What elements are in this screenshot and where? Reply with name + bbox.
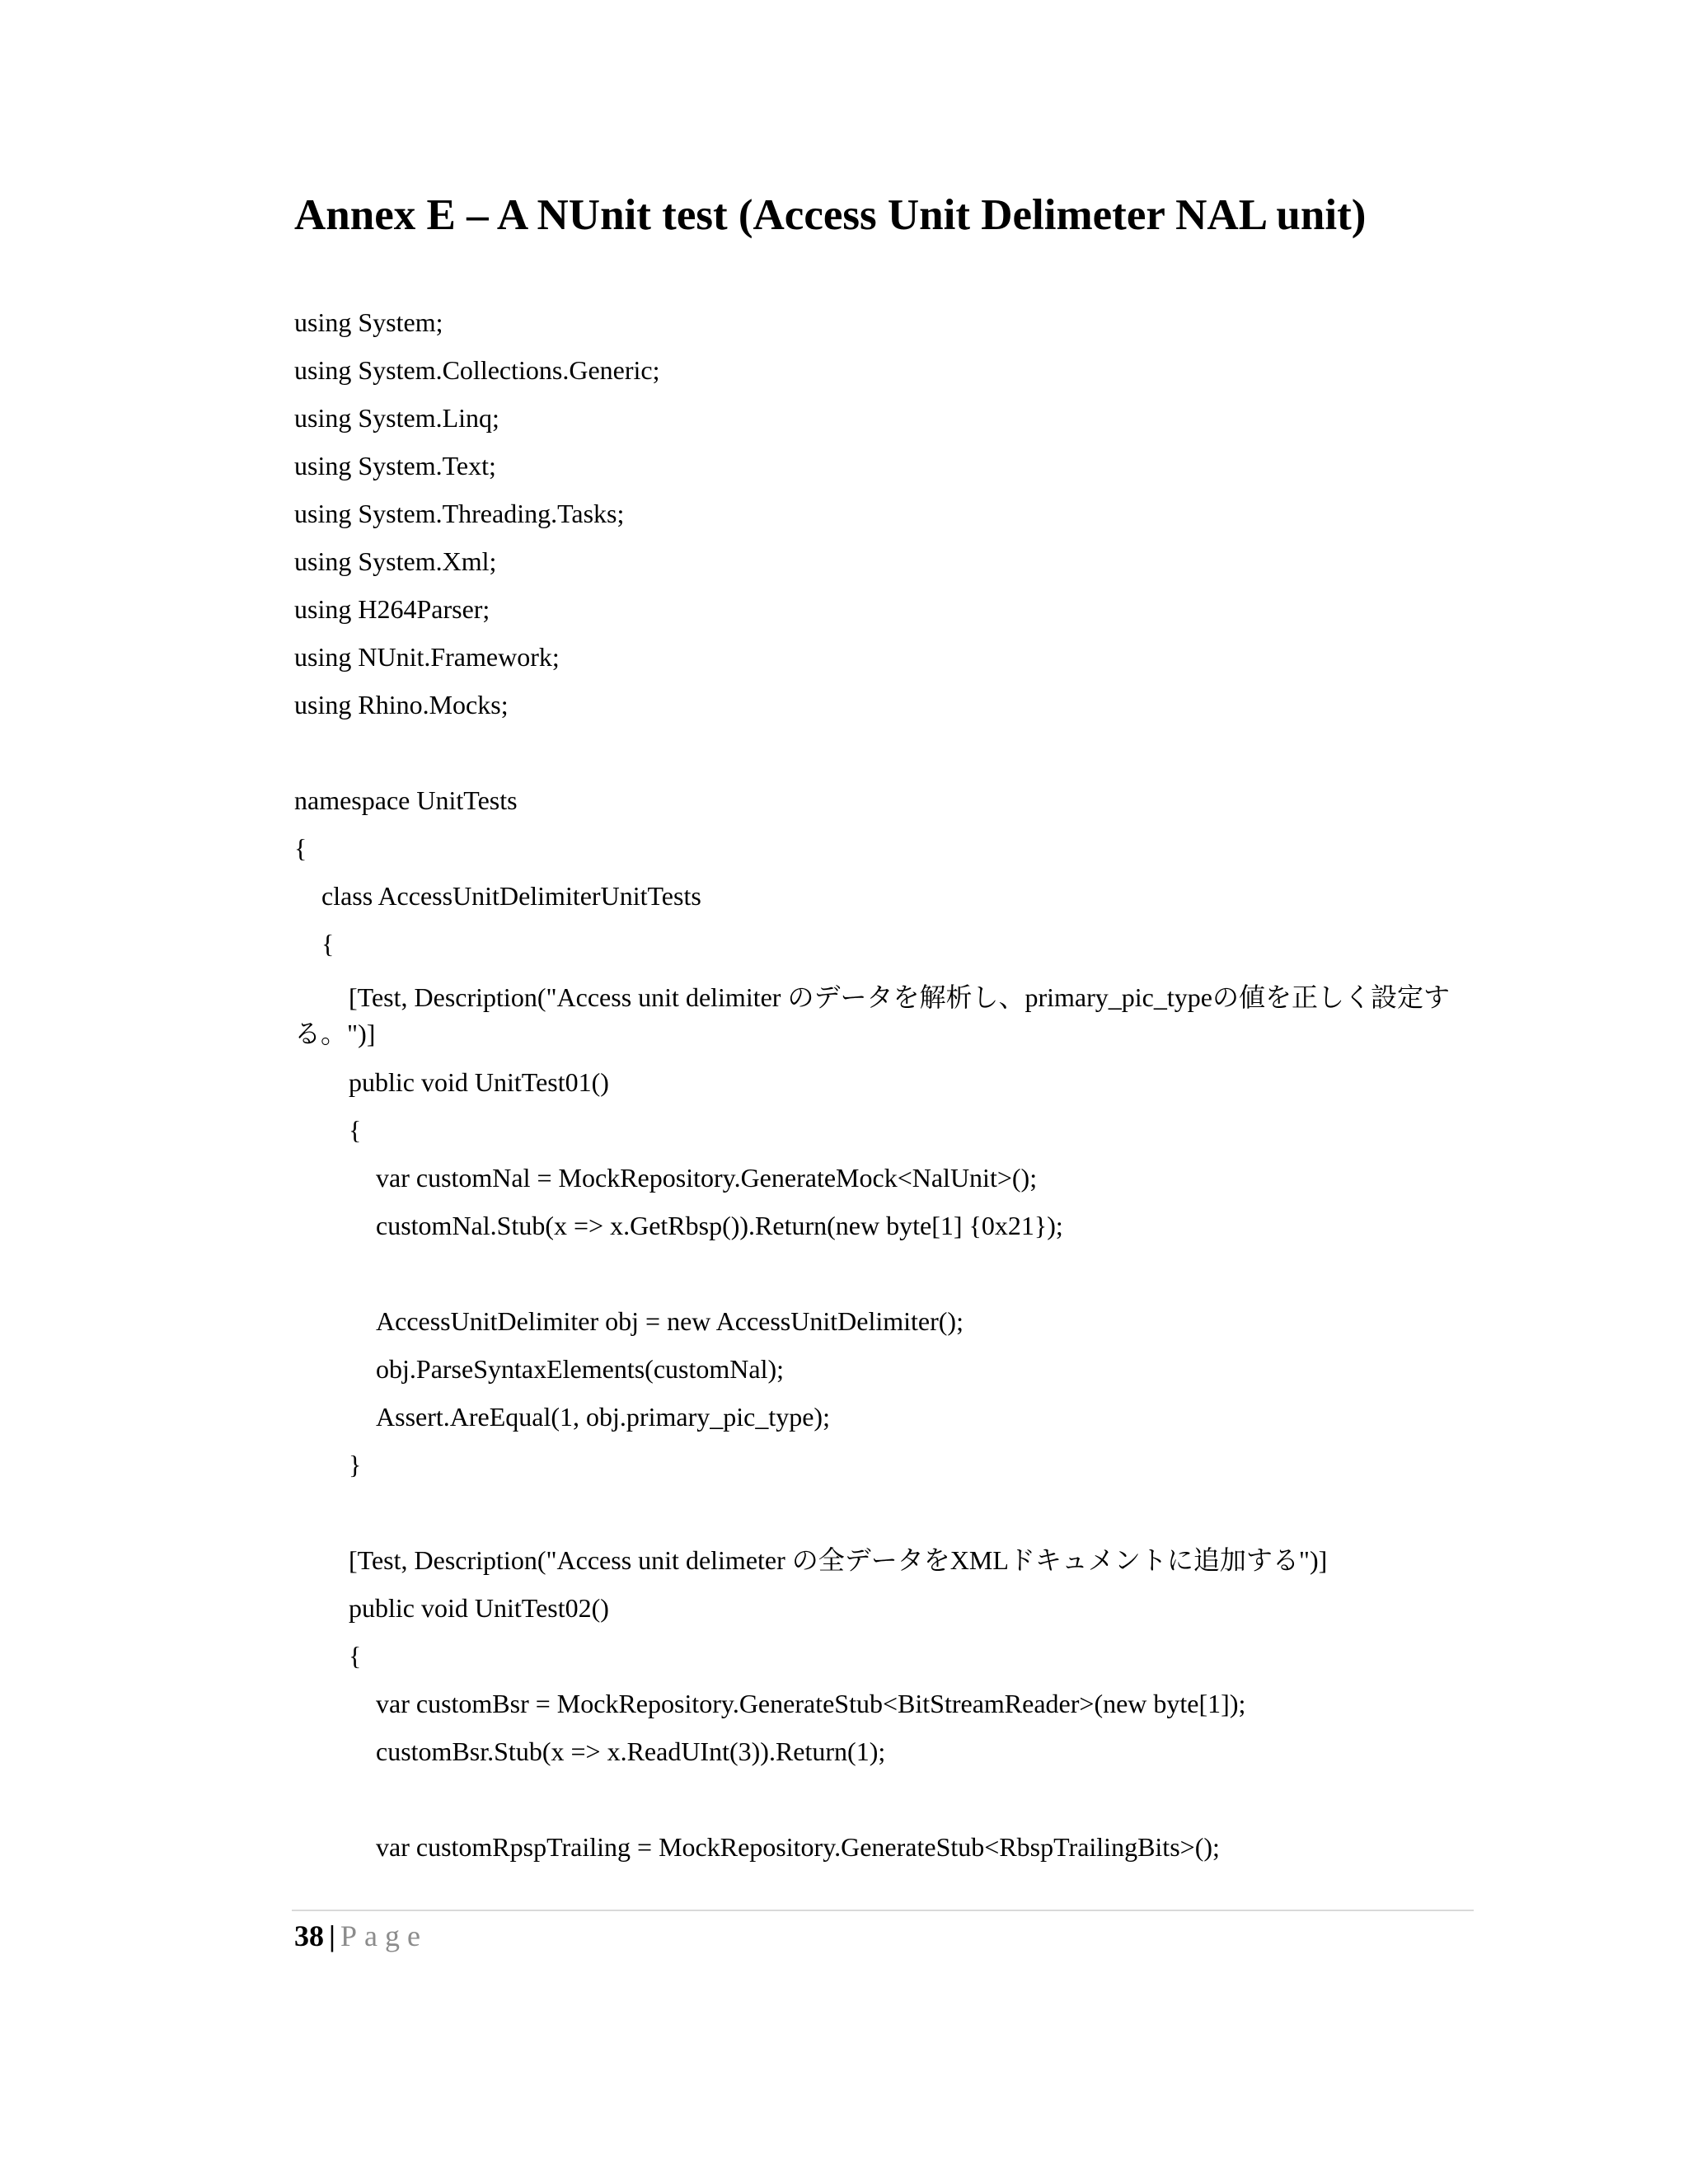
code-line: var customBsr = MockRepository.GenerateStub<BitStreamReader>(new byte[1]);: [376, 1689, 1246, 1718]
page-number: 38: [294, 1919, 324, 1952]
code-line: using System.Collections.Generic;: [294, 355, 660, 385]
code-line: public void UnitTest02(): [349, 1593, 609, 1623]
code-line: Assert.AreEqual(1, obj.primary_pic_type);: [376, 1402, 830, 1432]
code-line: AccessUnitDelimiter obj = new AccessUnitDelimiter();: [376, 1306, 964, 1336]
code-line: using NUnit.Framework;: [294, 642, 560, 672]
code-line: {: [321, 929, 335, 958]
page-footer: [294, 1912, 428, 1960]
footer-divider: [292, 1910, 1474, 1911]
code-line: class AccessUnitDelimiterUnitTests: [321, 881, 701, 911]
blank-line: [294, 729, 1475, 776]
code-line: obj.ParseSyntaxElements(customNal);: [376, 1354, 785, 1384]
code-line: var customRpspTrailing = MockRepository.GenerateStub<RbspTrailingBits>();: [376, 1832, 1220, 1862]
code-line: namespace UnitTests: [294, 785, 518, 815]
code-line: {: [349, 1641, 362, 1671]
code-line: using System;: [294, 307, 443, 337]
footer-separator: |: [329, 1919, 335, 1952]
annex-heading: Annex E – A NUnit test (Access Unit Delimeter NAL unit): [294, 191, 1367, 239]
code-line: {: [294, 833, 307, 863]
code-line: using System.Text;: [294, 451, 496, 480]
page-label: Page: [340, 1919, 428, 1952]
code-listing: [294, 298, 1475, 1871]
code-line: using System.Xml;: [294, 546, 497, 576]
blank-line: [294, 1249, 1475, 1297]
blank-line: [294, 1775, 1475, 1823]
code-line: public void UnitTest01(): [349, 1067, 609, 1097]
blank-line: [294, 1488, 1475, 1536]
code-line-test-attribute: [Test, Description("Access unit delimeter の全データをXMLドキュメントに追加する")]: [349, 1545, 1328, 1575]
code-line: }: [349, 1450, 362, 1479]
code-line: {: [349, 1115, 362, 1145]
code-line: using H264Parser;: [294, 594, 490, 624]
code-line: using Rhino.Mocks;: [294, 690, 509, 719]
code-line: var customNal = MockRepository.GenerateMock<NalUnit>();: [376, 1163, 1038, 1193]
code-line: customBsr.Stub(x => x.ReadUInt(3)).Return(1);: [376, 1736, 886, 1766]
code-line: using System.Threading.Tasks;: [294, 499, 625, 528]
code-line: using System.Linq;: [294, 403, 499, 433]
code-line: customNal.Stub(x => x.GetRbsp()).Return(new byte[1] {0x21});: [376, 1211, 1063, 1240]
code-line-test-attribute: [Test, Description("Access unit delimiter のデータを解析し、primary_pic_typeの値を正しく設定する。")]: [294, 982, 1450, 1048]
